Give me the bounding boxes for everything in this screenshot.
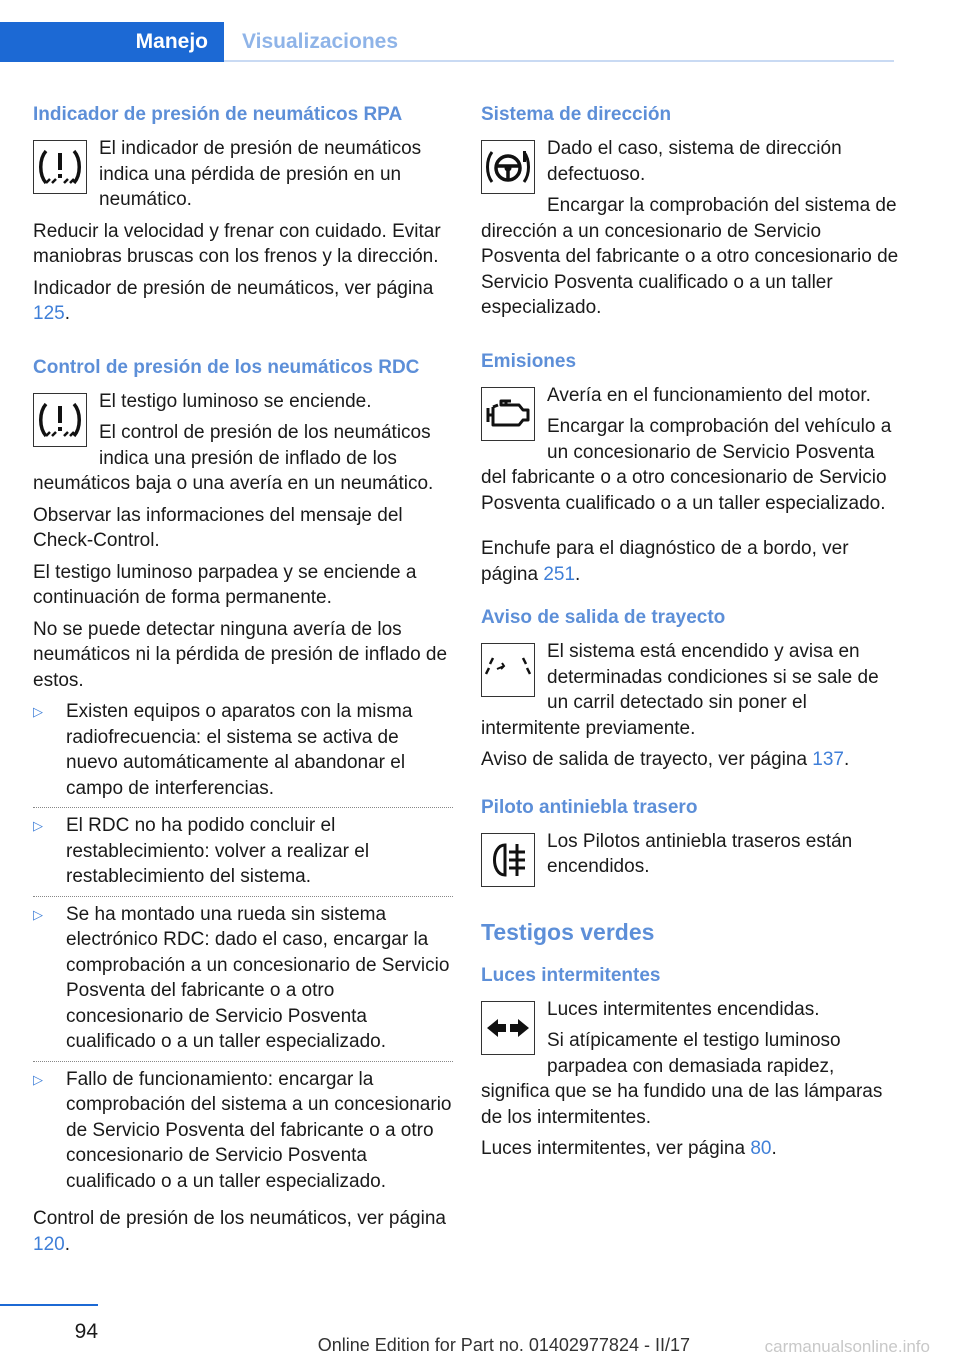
lane-reference-end: . [844, 749, 850, 770]
lane-icon-text: El sistema está encendido y avisa en determinadas condiciones si se sale de un carril detectado sin poner el intermitente previamente. [481, 641, 879, 739]
tab-visualizaciones-label: Visualizaciones [242, 30, 399, 53]
triangle-bullet-icon: ▷ [33, 818, 43, 833]
right-column [481, 100, 901, 1168]
turn-reference [481, 1136, 901, 1162]
rdc-paragraph-2: El testigo luminoso parpadea y se enciende a continuación de forma permanente. [33, 561, 417, 608]
page-number: 94 [74, 1320, 98, 1343]
triangle-bullet-icon: ▷ [33, 704, 43, 719]
divider [33, 896, 453, 897]
rdc-paragraph-1: Observar las informaciones del mensaje del Check-Control. [33, 504, 403, 551]
edition-note: Online Edition for Part no. 01402977824 - II/17 [317, 1335, 690, 1355]
rpa-paragraph: Reducir la velocidad y frenar con cuidado. Evitar maniobras bruscas con los frenos y la dirección. [33, 220, 441, 267]
green-lights-heading: Testigos verdes [481, 918, 655, 945]
lane-page-link[interactable]: 137 [812, 749, 844, 770]
emissions-heading: Emisiones [481, 350, 577, 372]
turn-icon-text-2: Si atípicamente el testigo luminoso parpadea con demasiada rapidez, significa que se ha fundido una de las lámparas de los intermitentes. [481, 1030, 883, 1128]
emissions-reference-text: Enchufe para el diagnóstico de a bordo, ver página [481, 538, 849, 585]
emissions-page-link[interactable]: 251 [543, 563, 576, 585]
fog-icon-text: Los Pilotos antiniebla traseros están encendidos. [547, 830, 853, 877]
turn-signals-heading: Luces intermitentes [481, 964, 661, 986]
rpa-icon-text: El indicador de presión de neumáticos indica una pérdida de presión en un neumático. [99, 138, 422, 210]
lane-reference [481, 747, 901, 773]
tab-visualizaciones[interactable] [242, 22, 398, 62]
tab-manejo-label: Manejo [135, 30, 208, 53]
rear-fog-light-icon [481, 833, 535, 887]
turn-signal-arrows-icon [481, 1001, 535, 1055]
rpa-reference-text: Indicador de presión de neumáticos, ver página [33, 277, 434, 299]
rpa-heading: Indicador de presión de neumáticos RPA [33, 104, 403, 125]
rdc-reference-end: . [64, 1233, 70, 1255]
list-item-text: Se ha montado una rueda sin sistema electrónico RDC: dado el caso, encargar la comprobación a un concesionario de Servicio Posventa del fabricante o a otro concesionario de Servicio Posventa cualificado o a un taller especializado. [66, 903, 450, 1052]
turn-icon-text-1: Luces intermitentes encendidas. [547, 998, 820, 1020]
rdc-icon-text-1: El testigo luminoso se enciende. [99, 390, 372, 412]
triangle-bullet-icon: ▷ [33, 1071, 43, 1087]
lane-reference-text: Aviso de salida de trayecto, ver página [481, 749, 813, 770]
tire-pressure-warning-icon [33, 393, 87, 447]
rpa-reference [33, 276, 453, 327]
list-item-text: El RDC no ha podido concluir el restablecimiento: volver a realizar el restablecimiento del sistema. [66, 815, 370, 887]
rdc-paragraph-3: No se puede detectar ninguna avería de los neumáticos ni la pérdida de presión de inflado de estos. [33, 618, 448, 691]
list-item [33, 1067, 453, 1195]
divider [33, 807, 453, 808]
footer-rule [0, 1304, 98, 1306]
list-item-text: Existen equipos o aparatos con la misma radiofrecuencia: el sistema se activa de nuevo automáticamente al abandonar el campo de interferencias. [66, 701, 413, 799]
watermark: carmanualsonline.info [764, 1337, 930, 1356]
rdc-icon-text-2: El control de presión de los neumáticos indica una presión de inflado de los neumáticos baja o una avería en un neumático. [33, 422, 434, 494]
tire-pressure-warning-icon [33, 140, 87, 194]
rdc-bullet-list [33, 699, 453, 1194]
steering-icon-text-1: Dado el caso, sistema de dirección defectuoso. [547, 138, 842, 185]
steering-warning-icon [481, 140, 535, 194]
rdc-page-link[interactable]: 120 [33, 1233, 65, 1255]
rdc-reference-text: Control de presión de los neumáticos, ver página [33, 1208, 446, 1229]
emissions-reference-end: . [575, 563, 581, 585]
turn-reference-text: Luces intermitentes, ver página [481, 1138, 751, 1159]
list-item [33, 813, 453, 890]
header-rule [224, 60, 894, 62]
turn-reference-end: . [771, 1138, 777, 1159]
divider [33, 1061, 453, 1062]
rdc-heading: Control de presión de los neumáticos RDC [33, 356, 420, 378]
check-engine-icon [481, 387, 535, 441]
lane-departure-icon [481, 643, 535, 697]
turn-page-link[interactable]: 80 [750, 1138, 772, 1159]
list-item [33, 902, 453, 1055]
list-item-text: Fallo de funcionamiento: encargar la comprobación del sistema a un concesionario de Servicio Posventa del fabricante o a otro concesionario de Servicio Posventa cualificado o a un taller especializado. [66, 1068, 452, 1192]
emissions-icon-text-1: Avería en el funcionamiento del motor. [547, 384, 871, 406]
page-header [0, 0, 960, 64]
rpa-reference-end: . [64, 303, 70, 324]
left-column [33, 100, 453, 1263]
fog-heading: Piloto antiniebla trasero [481, 796, 698, 818]
rdc-reference [33, 1206, 453, 1257]
rpa-page-link[interactable]: 125 [33, 303, 65, 324]
lane-heading: Aviso de salida de trayecto [481, 607, 726, 628]
emissions-icon-text-2: Encargar la comprobación del vehículo a un concesionario de Servicio Posventa del fabricante o a otro concesionario de Servicio Posventa cualificado o a un taller especializado. [481, 416, 892, 514]
tab-manejo[interactable] [0, 22, 224, 62]
list-item [33, 699, 453, 801]
triangle-bullet-icon: ▷ [33, 906, 43, 922]
steering-heading: Sistema de dirección [481, 104, 672, 125]
steering-icon-text-2: Encargar la comprobación del sistema de dirección a un concesionario de Servicio Posventa del fabricante o a otro concesionario de Servicio Posventa cualificado o a un taller especializado. [481, 195, 899, 318]
emissions-reference [481, 536, 901, 587]
